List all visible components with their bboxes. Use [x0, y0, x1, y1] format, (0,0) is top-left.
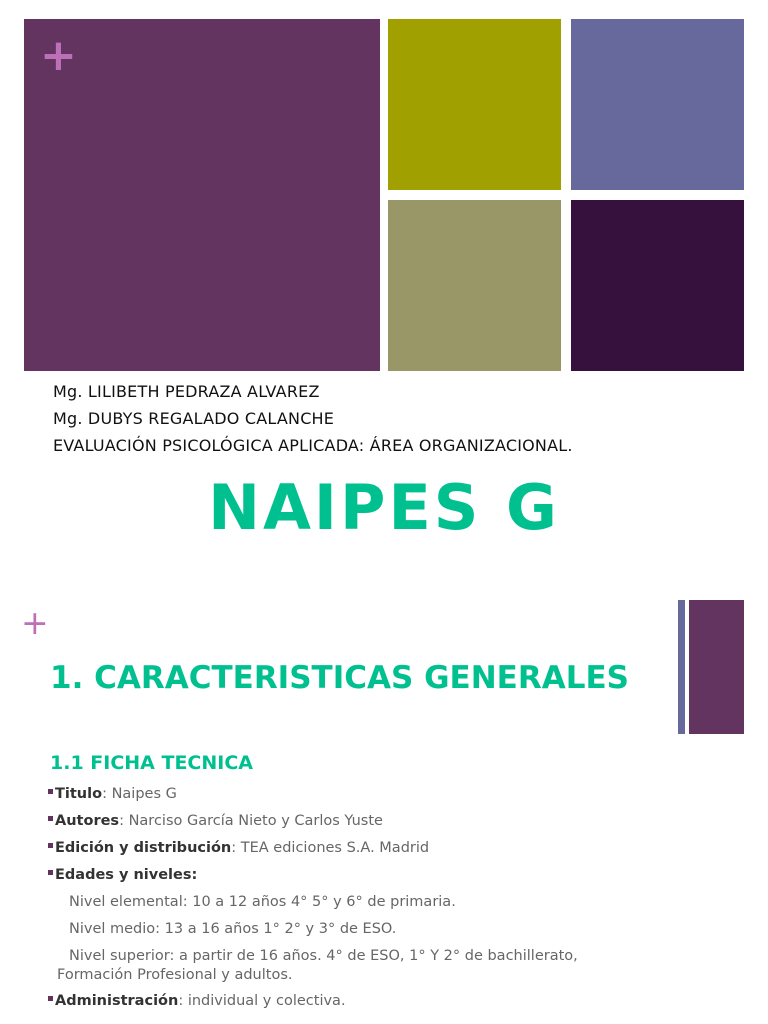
olive-block — [388, 19, 561, 190]
item-label: Administración — [55, 993, 179, 1009]
square-bullet-icon — [48, 843, 53, 848]
level-line: Nivel elemental: 10 a 12 años 4° 5° y 6° de primaria. — [69, 894, 456, 910]
item-separator: : — [119, 813, 129, 829]
item-label: Titulo — [55, 786, 103, 802]
list-item — [48, 835, 748, 862]
purple-block — [24, 19, 380, 371]
accent-block — [689, 600, 744, 734]
section-heading: 1. CARACTERISTICAS GENERALES — [50, 660, 629, 696]
authors-block — [53, 378, 573, 459]
square-bullet-icon — [48, 816, 53, 821]
lavender-block — [571, 19, 744, 190]
item-separator: : — [178, 993, 188, 1009]
list-item — [48, 862, 748, 889]
sage-block — [388, 200, 561, 371]
author-line: Mg. LILIBETH PEDRAZA ALVAREZ — [53, 382, 320, 401]
item-value: TEA ediciones S.A. Madrid — [240, 840, 430, 856]
square-bullet-icon — [48, 996, 53, 1001]
section-subheading: 1.1 FICHA TECNICA — [50, 752, 253, 774]
item-label: Edición y distribución — [55, 840, 232, 856]
item-value: Narciso García Nieto y Carlos Yuste — [128, 813, 383, 829]
item-separator: : — [231, 840, 241, 856]
level-line: Nivel medio: 13 a 16 años 1° 2° y 3° de ESO. — [69, 921, 397, 937]
plus-icon: + — [21, 603, 49, 642]
level-line-text: Formación Profesional y adultos. — [57, 967, 293, 983]
list-item — [48, 988, 748, 1015]
item-label: Autores — [55, 813, 120, 829]
square-bullet-icon — [48, 789, 53, 794]
accent-bar — [678, 600, 685, 734]
item-value: Naipes G — [111, 786, 177, 802]
list-item — [48, 781, 748, 808]
ficha-list — [48, 781, 748, 1015]
slide-title: NAIPES G — [208, 471, 560, 544]
item-separator: : — [102, 786, 112, 802]
level-line — [48, 943, 748, 988]
item-label: Edades y niveles: — [55, 867, 198, 883]
item-value: individual y colectiva. — [187, 993, 346, 1009]
square-bullet-icon — [48, 870, 53, 875]
level-line-text: Nivel superior: a partir de 16 años. 4° de ESO, 1° Y 2° de bachillerato, — [69, 948, 578, 964]
plus-icon: + — [40, 30, 77, 81]
course-line: EVALUACIÓN PSICOLÓGICA APLICADA: ÁREA ORGANIZACIONAL. — [53, 436, 573, 455]
dark-purple-block — [571, 200, 744, 371]
author-line: Mg. DUBYS REGALADO CALANCHE — [53, 409, 335, 428]
list-item — [48, 808, 748, 835]
